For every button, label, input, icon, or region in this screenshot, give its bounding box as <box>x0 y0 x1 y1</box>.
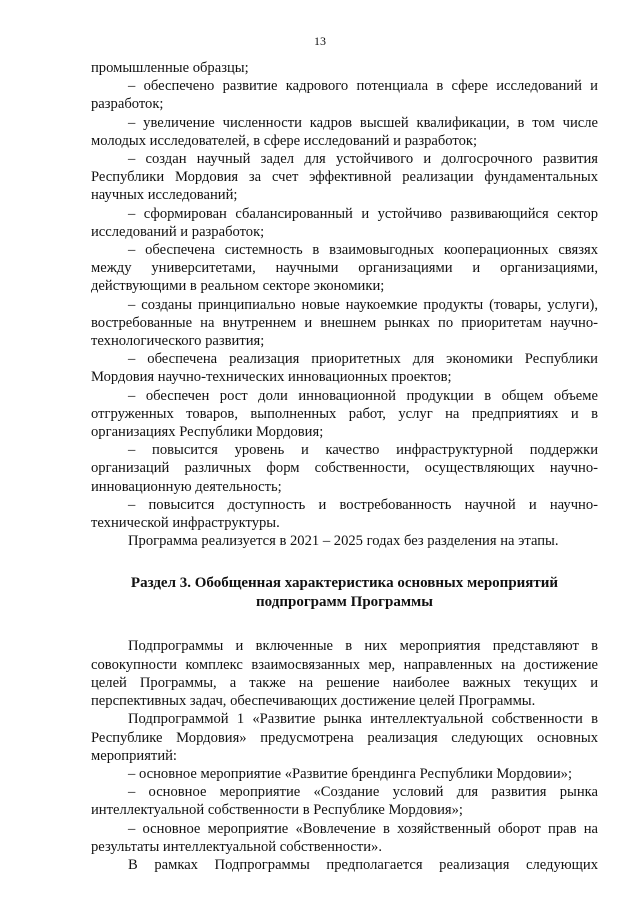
list-item: – обеспечена системность в взаимовыгодных кооперационных связях между университетами, научными организациями и организациями, действующими в реальном секторе экономики; <box>91 242 598 295</box>
paragraph: Подпрограммой 1 «Развитие рынка интеллектуальной собственности в Республике Мордовия» предусмотрена реализация следующих основных мероприятий: <box>91 711 598 764</box>
paragraph: Программа реализуется в 2021 – 2025 годах без разделения на этапы. <box>128 533 559 550</box>
section-title-line: подпрограмм Программы <box>256 593 433 610</box>
list-item: – созданы принципиально новые наукоемкие продукты (товары, услуги), востребованные на внутреннем и внешнем рынках по приоритетам научно-технологического развития; <box>91 296 598 350</box>
list-item: – основное мероприятие «Развитие брендинга Республики Мордовии»; <box>128 765 573 782</box>
paragraph: В рамках Подпрограммы предполагается реализация следующих <box>128 856 598 873</box>
list-item: – основное мероприятие «Вовлечение в хозяйственный оборот прав на результаты интеллектуальной собственности». <box>91 820 598 855</box>
section-title-line: Раздел 3. Обобщенная характеристика основных мероприятий <box>130 575 559 592</box>
list-item: – сформирован сбалансированный и устойчиво развивающийся сектор исследований и разработок; <box>91 205 598 240</box>
list-item: – создан научный задел для устойчивого и долгосрочного развития Республики Мордовия за счет эффективной реализации фундаментальных научных исследований; <box>91 151 598 204</box>
list-item: – обеспечен рост доли инновационной продукции в общем объеме отгруженных товаров, выполненных работ, услуг на предприятиях и в организациях Республики Мордовия; <box>91 387 598 441</box>
page-number: 13 <box>314 34 326 48</box>
list-item: – основное мероприятие «Создание условий для развития рынка интеллектуальной собственности в Республике Мордовия»; <box>91 784 598 819</box>
list-item: – обеспечено развитие кадрового потенциала в сфере исследований и разработок; <box>91 78 598 113</box>
list-item: – повысится уровень и качество инфраструктурной поддержки организаций различных форм собственности, осуществляющих научно-инновационную деятельность; <box>91 442 598 495</box>
paragraph: Подпрограммы и включенные в них мероприятия представляют в совокупности комплекс взаимосвязанных мер, направленных на достижение целей Программы, а также на решение наиболее важных текущих и перспективных задач, обеспечивающих достижение целей Программы. <box>91 638 598 710</box>
list-item: – обеспечена реализация приоритетных для экономики Республики Мордовия научно-технических инновационных проектов; <box>91 351 598 386</box>
list-item: – увеличение численности кадров высшей квалификации, в том числе молодых исследователей, в сфере исследований и разработок; <box>91 114 598 149</box>
section-title <box>91 574 598 611</box>
list-item: – повысится доступность и востребованность научной и научно-технической инфраструктуры. <box>91 496 598 532</box>
document-body <box>91 59 598 874</box>
paragraph: промышленные образцы; <box>91 60 249 76</box>
